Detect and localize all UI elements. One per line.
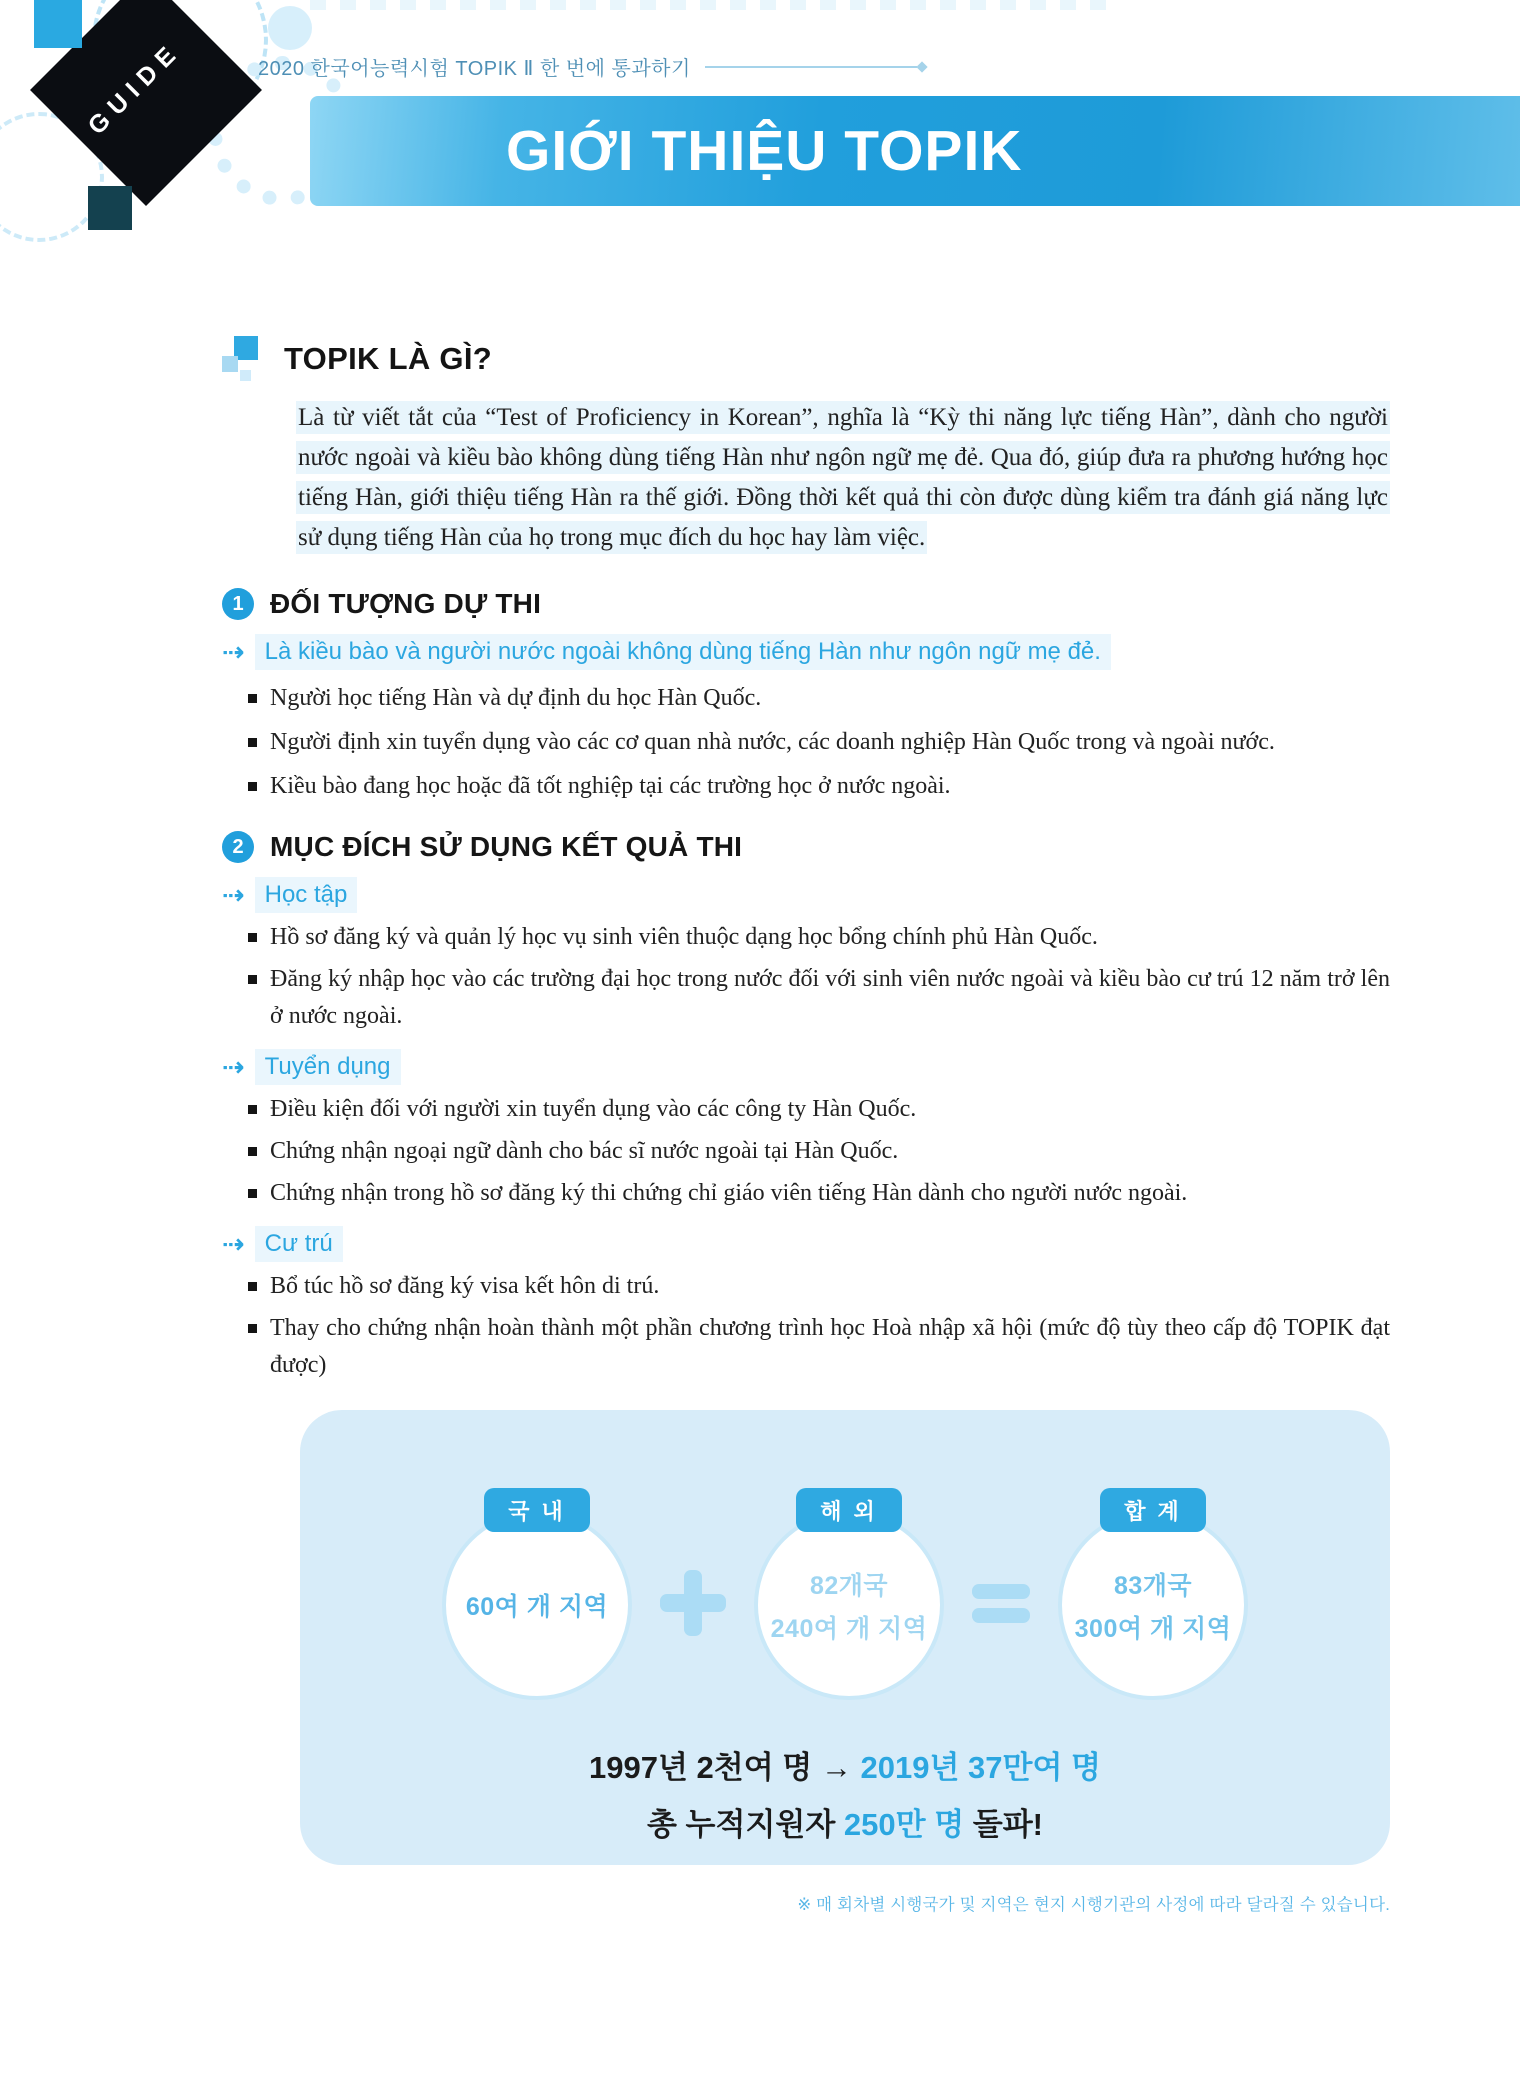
bullet-text: Kiều bào đang học hoặc đã tốt nghiệp tại các trường học ở nước ngoài.: [270, 773, 951, 799]
kicker-underline: [705, 66, 917, 68]
number-badge-2: 2: [222, 831, 254, 863]
bullet-square-icon: [248, 933, 257, 942]
total-line2: 300여 개 지역: [1074, 1614, 1232, 1643]
bullet-item: [248, 961, 1390, 1035]
bullet-square-icon: [248, 1189, 257, 1198]
total-circle-body: [1058, 1510, 1248, 1700]
growth-from: 1997년 2천여 명: [589, 1750, 813, 1785]
total-suffix: 돌파!: [972, 1807, 1043, 1842]
dashed-arrow-icon: ⇢: [222, 879, 245, 910]
bullet-item: [248, 919, 1390, 956]
section-2-heading: [222, 831, 1390, 863]
bullet-item: [248, 1133, 1390, 1170]
footnote: ※ 매 회차별 시행국가 및 지역은 현지 시행기관의 사정에 따라 달라질 수 있습니다.: [797, 1896, 1390, 1914]
domestic-tab: 국 내: [484, 1488, 590, 1532]
section-1-heading: [222, 588, 1390, 620]
bullet-square-icon: [248, 1324, 257, 1333]
bullet-square-icon: [248, 975, 257, 984]
total-prefix: 총 누적지원자: [647, 1807, 836, 1842]
section-1-intro-text: Là kiều bào và người nước ngoài không dùng tiếng Hàn như ngôn ngữ mẹ đẻ.: [255, 634, 1111, 670]
bullet-item: [248, 1175, 1390, 1212]
total-line1: 83개국: [1113, 1571, 1193, 1600]
hoc-tap-bullet-list: [248, 919, 1390, 1035]
bullet-text: Người định xin tuyển dụng vào các cơ quan nhà nước, các doanh nghiệp Hàn Quốc trong và ngoài nước.: [270, 729, 1275, 755]
squares-cluster-icon: [222, 336, 266, 382]
domestic-circle: [442, 1488, 632, 1702]
overseas-circle-body: [754, 1510, 944, 1700]
top-pattern-strip: [310, 0, 1120, 10]
guide-label: GUIDE: [82, 36, 187, 141]
bullet-square-icon: [248, 694, 257, 703]
bullet-text: Bổ túc hồ sơ đăng ký visa kết hôn di trú.: [270, 1273, 660, 1299]
bullet-item: [248, 1091, 1390, 1128]
equals-icon: [972, 1570, 1030, 1636]
group-label-text: Cư trú: [255, 1226, 343, 1262]
group-tuyen-dung: [222, 1049, 1390, 1085]
bullet-text: Hồ sơ đăng ký và quản lý học vụ sinh viên thuộc dạng học bổng chính phủ Hàn Quốc.: [270, 924, 1098, 950]
bullet-item: [248, 768, 1390, 805]
section-1-title: ĐỐI TƯỢNG DỰ THI: [270, 588, 542, 619]
overseas-line2: 240여 개 지역: [770, 1614, 928, 1643]
group-cu-tru: [222, 1226, 1390, 1262]
title-banner: [310, 96, 1520, 206]
bullet-square-icon: [248, 1147, 257, 1156]
bullet-text: Chứng nhận trong hồ sơ đăng ký thi chứng chỉ giáo viên tiếng Hàn dành cho người nước ngoài.: [270, 1180, 1188, 1206]
section-what-is-topik: [222, 336, 1390, 382]
overseas-circle: [754, 1488, 944, 1702]
group-hoc-tap: [222, 877, 1390, 913]
group-label-text: Tuyển dụng: [255, 1049, 401, 1085]
intro-paragraph: [296, 398, 1390, 558]
series-kicker-text: 2020 한국어능력시험 TOPIK Ⅱ 한 번에 통과하기: [258, 58, 691, 80]
dashed-arrow-icon: ⇢: [222, 1051, 245, 1082]
bullet-text: Điều kiện đối với người xin tuyển dụng vào các công ty Hàn Quốc.: [270, 1096, 917, 1122]
overseas-tab: 해 외: [796, 1488, 902, 1532]
domestic-circle-body: [442, 1510, 632, 1700]
dashed-arrow-icon: ⇢: [222, 636, 245, 667]
total-tab: 합 계: [1100, 1488, 1206, 1532]
number-badge-1: 1: [222, 588, 254, 620]
bullet-item: [248, 680, 1390, 717]
dot-decoration: [268, 6, 312, 50]
bullet-square-icon: [248, 1105, 257, 1114]
bullet-square-icon: [248, 1282, 257, 1291]
bullet-square-icon: [248, 782, 257, 791]
bullet-item: [248, 1268, 1390, 1305]
dashed-arrow-icon: ⇢: [222, 1228, 245, 1259]
page-body: [0, 208, 1520, 2095]
right-arrow-icon: →: [820, 1750, 852, 1785]
cu-tru-bullet-list: [248, 1268, 1390, 1384]
page-title: GIỚI THIỆU TOPIK: [506, 119, 1023, 183]
cyan-square-decoration: [34, 0, 82, 48]
plus-icon: [660, 1570, 726, 1636]
section-1-intro: [222, 634, 1390, 670]
series-kicker: [258, 52, 917, 81]
total-statistic: [300, 1799, 1390, 1844]
teal-square-decoration: [88, 186, 132, 230]
growth-statistic: [300, 1742, 1390, 1787]
group-label-text: Học tập: [255, 877, 358, 913]
region-circles-row: [300, 1488, 1390, 1702]
bullet-text: Chứng nhận ngoại ngữ dành cho bác sĩ nước ngoài tại Hàn Quốc.: [270, 1138, 899, 1164]
tuyen-dung-bullet-list: [248, 1091, 1390, 1212]
total-value: 250만 명: [843, 1807, 965, 1842]
statistics-box: [300, 1410, 1390, 1865]
section-1-bullet-list: [248, 680, 1390, 805]
total-circle: [1058, 1488, 1248, 1702]
page-header: [0, 0, 1520, 208]
bullet-text: Người học tiếng Hàn và dự định du học Hàn Quốc.: [270, 685, 762, 711]
bullet-item: [248, 1310, 1390, 1384]
bullet-item: [248, 724, 1390, 761]
bullet-text: Đăng ký nhập học vào các trường đại học trong nước đối với sinh viên nước ngoài và kiều bào cư trú 12 năm trở lên ở nước ngoài.: [270, 966, 1390, 1029]
section-2-title: MỤC ĐÍCH SỬ DỤNG KẾT QUẢ THI: [270, 831, 743, 862]
bullet-square-icon: [248, 738, 257, 747]
highlighted-text: Là từ viết tắt của “Test of Proficiency in Korean”, nghĩa là “Kỳ thi năng lực tiếng Hàn”, dành cho người nước ngoài và kiều bào không dùng tiếng Hàn như ngôn ngữ mẹ đẻ. Qua đó, giúp đưa ra phương hướng học tiếng Hàn, giới thiệu tiếng Hàn ra thế giới. Đồng thời kết quả thi còn được dùng kiểm tra đánh giá năng lực sử dụng tiếng Hàn của họ trong mục đích du học hay làm việc.: [296, 401, 1390, 554]
section-heading: TOPIK LÀ GÌ?: [284, 341, 492, 376]
domestic-line1: 60여 개 지역: [465, 1593, 609, 1621]
growth-to: 2019년 37만여 명: [860, 1750, 1101, 1785]
bullet-text: Thay cho chứng nhận hoàn thành một phần chương trình học Hoà nhập xã hội (mức độ tùy theo cấp độ TOPIK đạt được): [270, 1315, 1390, 1378]
overseas-line1: 82개국: [809, 1571, 889, 1600]
